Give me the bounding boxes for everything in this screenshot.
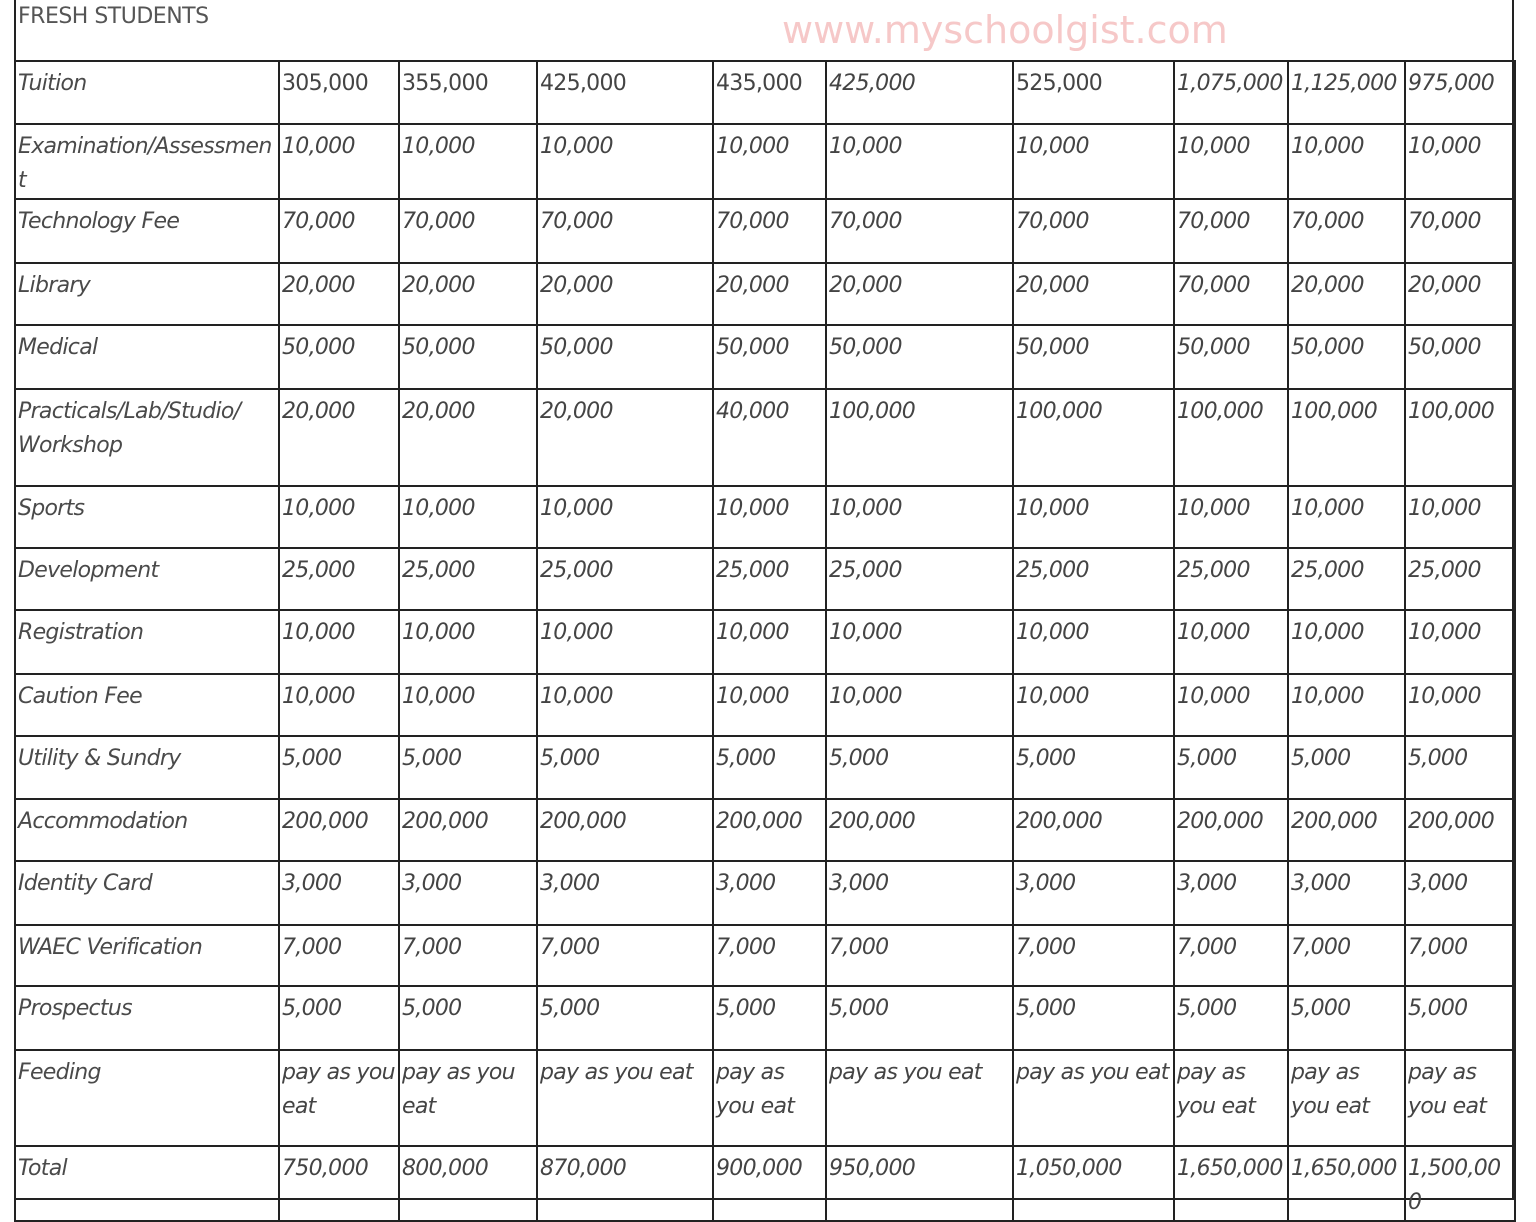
- table-row: [15, 486, 1515, 548]
- row-label: WAEC Verification: [15, 925, 279, 986]
- fee-cell: 3,000: [1405, 861, 1515, 925]
- fee-cell: 10,000: [713, 486, 826, 548]
- fee-cell: 200,000: [1405, 799, 1515, 861]
- fee-cell: 975,000: [1405, 61, 1515, 124]
- table-row: [15, 61, 1515, 124]
- fee-cell: 10,000: [1288, 610, 1405, 674]
- fee-cell: 5,000: [1013, 736, 1174, 799]
- row-label: Examination/Assessment: [15, 124, 279, 199]
- fee-cell: pay as you eat: [713, 1050, 826, 1146]
- fee-cell: 20,000: [399, 389, 537, 486]
- fee-cell: 1,050,000: [1013, 1146, 1174, 1221]
- table-row: [15, 925, 1515, 986]
- fee-cell: 25,000: [1174, 548, 1288, 610]
- fee-cell: pay as you eat: [1013, 1050, 1174, 1146]
- fee-cell: 100,000: [826, 389, 1013, 486]
- fee-cell: 20,000: [537, 263, 713, 325]
- fee-cell: 750,000: [279, 1146, 399, 1221]
- fee-cell: 70,000: [279, 199, 399, 263]
- fee-cell: 25,000: [279, 548, 399, 610]
- fee-cell: 50,000: [1288, 325, 1405, 389]
- fee-cell: 7,000: [399, 925, 537, 986]
- fee-cell: 3,000: [1013, 861, 1174, 925]
- table-row: [15, 799, 1515, 861]
- fee-cell: 5,000: [399, 736, 537, 799]
- table-row: [15, 199, 1515, 263]
- fee-cell: 50,000: [1013, 325, 1174, 389]
- row-label: Development: [15, 548, 279, 610]
- fee-cell: 70,000: [1405, 199, 1515, 263]
- table-row: [15, 861, 1515, 925]
- fee-cell: 3,000: [1288, 861, 1405, 925]
- fee-cell: 10,000: [399, 124, 537, 199]
- fee-cell: pay as you eat: [279, 1050, 399, 1146]
- fee-cell: 7,000: [713, 925, 826, 986]
- fee-cell: 5,000: [537, 986, 713, 1050]
- fee-cell: 800,000: [399, 1146, 537, 1221]
- fee-cell: pay as you eat: [1174, 1050, 1288, 1146]
- fee-cell: 25,000: [826, 548, 1013, 610]
- fee-cell: 10,000: [279, 486, 399, 548]
- fee-cell: 7,000: [1013, 925, 1174, 986]
- fee-cell: 5,000: [713, 736, 826, 799]
- fee-cell: 10,000: [537, 674, 713, 736]
- table-row: [15, 736, 1515, 799]
- fee-cell: 10,000: [826, 124, 1013, 199]
- fee-cell: 5,000: [713, 986, 826, 1050]
- fee-cell: 200,000: [399, 799, 537, 861]
- fee-cell: 3,000: [537, 861, 713, 925]
- table-row: [15, 986, 1515, 1050]
- fees-table: [14, 60, 1516, 1222]
- row-label: Practicals/Lab/Studio/ Workshop: [15, 389, 279, 486]
- fee-cell: 5,000: [826, 736, 1013, 799]
- fee-cell: 70,000: [399, 199, 537, 263]
- fee-cell: 200,000: [713, 799, 826, 861]
- fee-cell: 435,000: [713, 61, 826, 124]
- fee-cell: 950,000: [826, 1146, 1013, 1221]
- fee-cell: 10,000: [713, 610, 826, 674]
- table-row: [15, 263, 1515, 325]
- fee-cell: 20,000: [713, 263, 826, 325]
- fee-cell: 70,000: [1174, 199, 1288, 263]
- fee-cell: 10,000: [537, 610, 713, 674]
- table-row: [15, 610, 1515, 674]
- fee-cell: 1,650,000: [1288, 1146, 1405, 1221]
- fee-cell: 5,000: [1288, 986, 1405, 1050]
- fee-cell: 50,000: [537, 325, 713, 389]
- fee-cell: 50,000: [713, 325, 826, 389]
- fee-cell: 5,000: [537, 736, 713, 799]
- table-row: [15, 1146, 1515, 1221]
- fee-cell: 10,000: [399, 674, 537, 736]
- fee-cell: pay as you eat: [826, 1050, 1013, 1146]
- fee-cell: 70,000: [1013, 199, 1174, 263]
- row-label: Identity Card: [15, 861, 279, 925]
- fee-cell: 10,000: [1405, 674, 1515, 736]
- fee-cell: 7,000: [1405, 925, 1515, 986]
- fee-cell: 10,000: [1288, 674, 1405, 736]
- fee-cell: 50,000: [1405, 325, 1515, 389]
- fee-cell: 200,000: [826, 799, 1013, 861]
- fee-cell: 200,000: [537, 799, 713, 861]
- fee-cell: 20,000: [279, 263, 399, 325]
- fee-cell: 20,000: [279, 389, 399, 486]
- fee-cell: 10,000: [713, 124, 826, 199]
- fee-cell: 100,000: [1013, 389, 1174, 486]
- table-row: [15, 548, 1515, 610]
- fee-cell: 5,000: [279, 736, 399, 799]
- fee-cell: 5,000: [1405, 736, 1515, 799]
- fee-cell: 5,000: [1013, 986, 1174, 1050]
- fee-cell: 10,000: [1013, 674, 1174, 736]
- fee-cell: 100,000: [1405, 389, 1515, 486]
- fee-cell: 1,125,000: [1288, 61, 1405, 124]
- fee-cell: 10,000: [826, 674, 1013, 736]
- fee-cell: 50,000: [399, 325, 537, 389]
- fee-cell: 50,000: [826, 325, 1013, 389]
- fee-cell: 10,000: [279, 124, 399, 199]
- fee-cell: 10,000: [537, 486, 713, 548]
- fee-cell: 70,000: [713, 199, 826, 263]
- fee-cell: 10,000: [826, 486, 1013, 548]
- fees-table-body: [15, 61, 1515, 1221]
- fee-cell: 70,000: [1288, 199, 1405, 263]
- fee-cell: 5,000: [1174, 986, 1288, 1050]
- fee-cell: 1,500,000: [1405, 1146, 1515, 1221]
- fee-cell: 425,000: [537, 61, 713, 124]
- fee-cell: 5,000: [1288, 736, 1405, 799]
- row-label: Library: [15, 263, 279, 325]
- table-row: [15, 389, 1515, 486]
- fee-cell: 25,000: [1405, 548, 1515, 610]
- fee-cell: 20,000: [1288, 263, 1405, 325]
- fee-cell: 25,000: [399, 548, 537, 610]
- fee-cell: 10,000: [399, 486, 537, 548]
- row-label: Utility & Sundry: [15, 736, 279, 799]
- fee-cell: 525,000: [1013, 61, 1174, 124]
- fee-cell: 20,000: [1405, 263, 1515, 325]
- fee-cell: 10,000: [1174, 486, 1288, 548]
- fee-cell: 10,000: [1013, 486, 1174, 548]
- fee-cell: 10,000: [537, 124, 713, 199]
- fee-cell: 70,000: [537, 199, 713, 263]
- fee-cell: 200,000: [1174, 799, 1288, 861]
- fee-cell: 10,000: [279, 610, 399, 674]
- fee-cell: pay as you eat: [399, 1050, 537, 1146]
- fee-cell: 200,000: [279, 799, 399, 861]
- fee-cell: 355,000: [399, 61, 537, 124]
- fee-cell: 10,000: [826, 610, 1013, 674]
- fee-cell: 1,075,000: [1174, 61, 1288, 124]
- fee-cell: 25,000: [1288, 548, 1405, 610]
- fee-cell: 10,000: [1288, 124, 1405, 199]
- fee-cell: 200,000: [1013, 799, 1174, 861]
- fee-cell: 200,000: [1288, 799, 1405, 861]
- fee-cell: pay as you eat: [1288, 1050, 1405, 1146]
- fee-cell: 100,000: [1288, 389, 1405, 486]
- fee-cell: 3,000: [279, 861, 399, 925]
- fee-cell: 40,000: [713, 389, 826, 486]
- fee-cell: 10,000: [279, 674, 399, 736]
- row-label: Registration: [15, 610, 279, 674]
- watermark: www.myschoolgist.com: [782, 8, 1228, 52]
- fee-cell: 10,000: [1405, 486, 1515, 548]
- fee-cell: 50,000: [279, 325, 399, 389]
- fee-cell: 870,000: [537, 1146, 713, 1221]
- fee-cell: 7,000: [1288, 925, 1405, 986]
- row-label: Technology Fee: [15, 199, 279, 263]
- fee-cell: 100,000: [1174, 389, 1288, 486]
- table-header: [14, 0, 1514, 61]
- table-row: [15, 1050, 1515, 1146]
- fee-cell: 50,000: [1174, 325, 1288, 389]
- fee-cell: 3,000: [713, 861, 826, 925]
- fee-cell: 70,000: [826, 199, 1013, 263]
- fee-cell: 3,000: [1174, 861, 1288, 925]
- row-label: Medical: [15, 325, 279, 389]
- fee-cell: 305,000: [279, 61, 399, 124]
- fee-cell: 7,000: [826, 925, 1013, 986]
- fee-cell: pay as you eat: [537, 1050, 713, 1146]
- fee-cell: 25,000: [1013, 548, 1174, 610]
- row-label: Caution Fee: [15, 674, 279, 736]
- table-row: [15, 325, 1515, 389]
- fee-cell: 25,000: [713, 548, 826, 610]
- fee-cell: 20,000: [537, 389, 713, 486]
- fee-cell: 3,000: [399, 861, 537, 925]
- fee-cell: 5,000: [279, 986, 399, 1050]
- fee-cell: 20,000: [826, 263, 1013, 325]
- fee-cell: 5,000: [1405, 986, 1515, 1050]
- section-heading: FRESH STUDENTS: [18, 4, 209, 29]
- fee-cell: 10,000: [713, 674, 826, 736]
- fee-cell: 10,000: [1405, 610, 1515, 674]
- fee-cell: 7,000: [1174, 925, 1288, 986]
- fee-cell: 3,000: [826, 861, 1013, 925]
- fee-cell: 5,000: [826, 986, 1013, 1050]
- fee-cell: 5,000: [399, 986, 537, 1050]
- fee-cell: 10,000: [1174, 610, 1288, 674]
- fee-cell: 10,000: [1013, 124, 1174, 199]
- fee-cell: 10,000: [1288, 486, 1405, 548]
- fee-cell: 900,000: [713, 1146, 826, 1221]
- fee-cell: 10,000: [1174, 124, 1288, 199]
- fee-cell: 7,000: [537, 925, 713, 986]
- fee-cell: 10,000: [1405, 124, 1515, 199]
- fee-cell: pay as you eat: [1405, 1050, 1515, 1146]
- fee-cell: 10,000: [399, 610, 537, 674]
- fee-cell: 70,000: [1174, 263, 1288, 325]
- fee-cell: 1,650,000: [1174, 1146, 1288, 1221]
- row-label: Prospectus: [15, 986, 279, 1050]
- row-label: Accommodation: [15, 799, 279, 861]
- row-label: Feeding: [15, 1050, 279, 1146]
- fee-cell: 20,000: [399, 263, 537, 325]
- row-label: Tuition: [15, 61, 279, 124]
- fee-cell: 425,000: [826, 61, 1013, 124]
- fee-cell: 10,000: [1013, 610, 1174, 674]
- table-row: [15, 674, 1515, 736]
- fee-cell: 20,000: [1013, 263, 1174, 325]
- table-row: [15, 124, 1515, 199]
- row-label: Total: [15, 1146, 279, 1221]
- fee-cell: 10,000: [1174, 674, 1288, 736]
- fee-cell: 7,000: [279, 925, 399, 986]
- row-label: Sports: [15, 486, 279, 548]
- fee-cell: 5,000: [1174, 736, 1288, 799]
- fee-cell: 25,000: [537, 548, 713, 610]
